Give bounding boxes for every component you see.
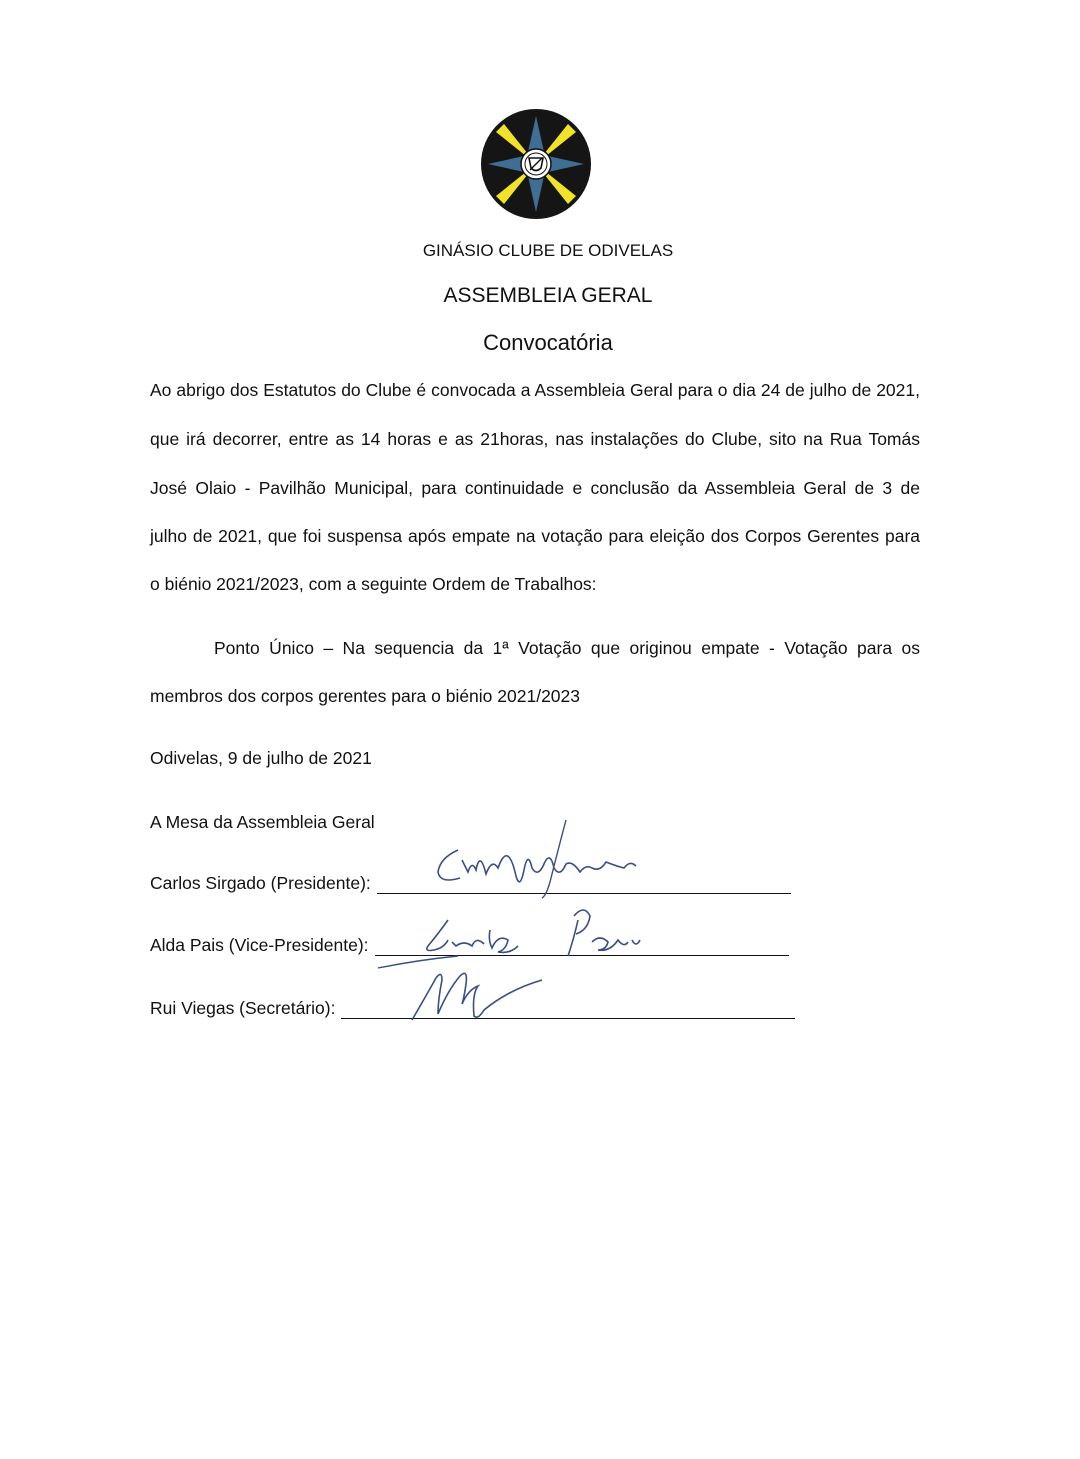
signature-label: Alda Pais (Vice-Presidente): <box>150 935 369 955</box>
document-title: Convocatória <box>483 330 613 355</box>
place-date: Odivelas, 9 de julho de 2021 <box>150 748 372 768</box>
paragraph-line: julho de 2021, que foi suspensa após empate na votação para eleição dos Corpos Gerentes para <box>150 526 920 546</box>
agenda-line: membros dos corpos gerentes para o biénio 2021/2023 <box>150 686 580 706</box>
paragraph-line: que irá decorrer, entre as 14 horas e as 21horas, nas instalações do Clube, sito na Rua Tomás <box>150 429 920 449</box>
club-crest-star-icon <box>480 108 592 220</box>
agenda-line: Ponto Único – Na sequencia da 1ª Votação que originou empate - Votação para os <box>214 638 920 658</box>
signature-rui-viegas <box>408 960 558 1030</box>
signature-carlos-sirgado <box>420 820 660 900</box>
board-label: A Mesa da Assembleia Geral <box>150 812 375 832</box>
paragraph-line: Ao abrigo dos Estatutos do Clube é convocada a Assembleia Geral para o dia 24 de julho de 2021, <box>150 380 920 400</box>
paragraph-line: o biénio 2021/2023, com a seguinte Ordem de Trabalhos: <box>150 574 597 594</box>
signature-label: Carlos Sirgado (Presidente): <box>150 873 371 893</box>
signature-label: Rui Viegas (Secretário): <box>150 998 336 1018</box>
assembly-title: ASSEMBLEIA GERAL <box>443 284 653 307</box>
paragraph-line: José Olaio - Pavilhão Municipal, para continuidade e conclusão da Assembleia Geral de 3 de <box>150 478 920 498</box>
club-name: GINÁSIO CLUBE DE ODIVELAS <box>422 241 674 260</box>
